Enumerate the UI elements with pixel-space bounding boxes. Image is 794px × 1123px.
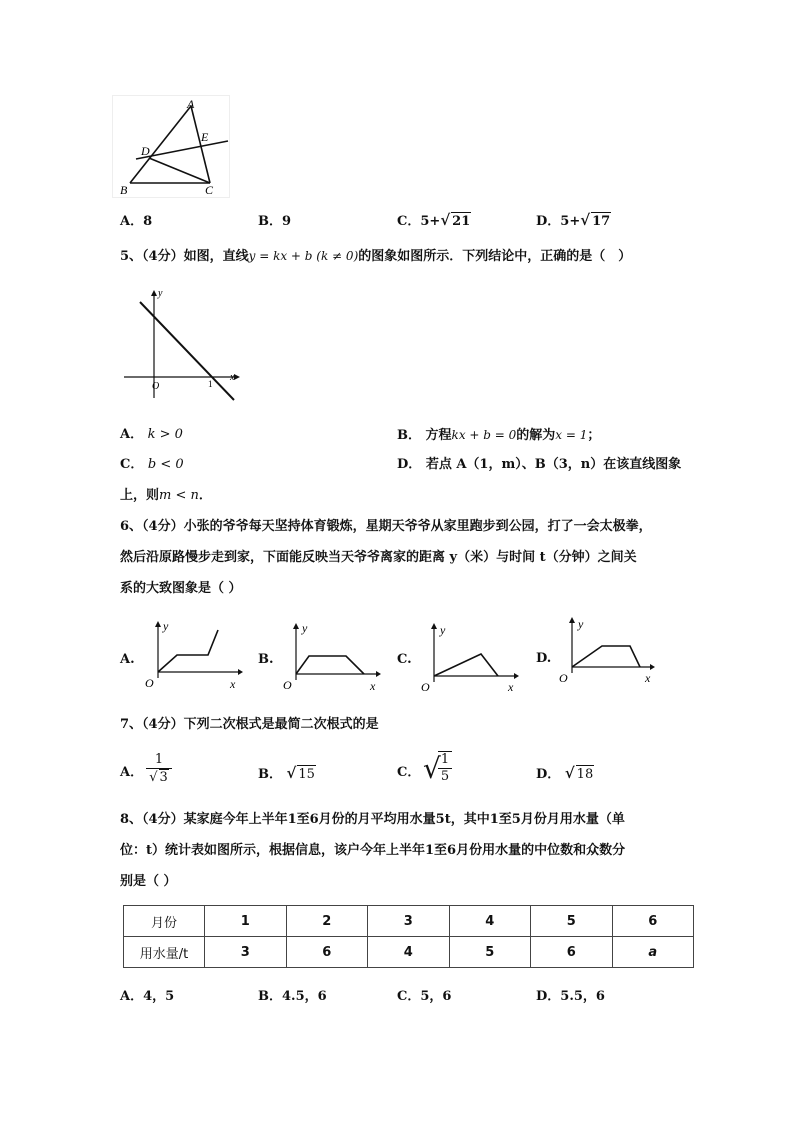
question-number: 6、 bbox=[120, 519, 143, 534]
x-arrow bbox=[234, 374, 240, 380]
q4-option-c: C．5+√ 21 bbox=[397, 211, 471, 229]
x-label: x bbox=[508, 680, 514, 694]
question-score: （4分） bbox=[142, 812, 184, 827]
segment-dc bbox=[149, 158, 210, 183]
q5-option-b bbox=[397, 426, 600, 445]
option-math: k > 0 bbox=[147, 427, 183, 442]
option-radicand: 18 bbox=[576, 767, 594, 782]
table-row-usage bbox=[124, 937, 694, 968]
q5-option-c bbox=[120, 456, 184, 474]
graph-path bbox=[296, 656, 364, 674]
q8-stem-line3: 别是（ ） bbox=[120, 874, 177, 889]
option-key: D． bbox=[397, 457, 422, 472]
option-math: m < n bbox=[159, 488, 199, 503]
option-key: C． bbox=[397, 989, 421, 1004]
q4-option-a bbox=[120, 213, 152, 231]
q6-option-a-label: A. bbox=[120, 652, 135, 667]
option-key: C． bbox=[397, 765, 421, 780]
question-number: 5、 bbox=[120, 249, 143, 264]
option-key: A． bbox=[120, 427, 144, 442]
graph-path bbox=[158, 630, 218, 672]
table-cell: 6 bbox=[531, 937, 613, 968]
question-number: 7、 bbox=[120, 717, 143, 732]
x-label: x bbox=[230, 372, 235, 383]
q6-graph-d bbox=[556, 614, 660, 688]
graph-path bbox=[434, 654, 498, 676]
q6-option-b-label: B. bbox=[258, 652, 274, 667]
q6-stem-line1 bbox=[120, 518, 652, 536]
option-key: B． bbox=[258, 767, 282, 782]
option-radicand: 21 bbox=[452, 214, 471, 229]
origin-label: O bbox=[283, 678, 292, 692]
option-math: x = 1 bbox=[555, 428, 588, 442]
option-text: 的解为 bbox=[516, 428, 556, 443]
question-text: 如图，直线 bbox=[183, 249, 249, 264]
y-label: y bbox=[440, 623, 446, 637]
table-cell: 4 bbox=[368, 937, 450, 968]
table-cell: 6 bbox=[612, 906, 694, 937]
q5-option-d-continued bbox=[120, 487, 212, 505]
q5-stem bbox=[120, 247, 631, 266]
option-key: C． bbox=[397, 214, 421, 229]
option-value: 5，6 bbox=[420, 989, 452, 1004]
q4-option-b bbox=[258, 213, 291, 231]
option-math: b < 0 bbox=[147, 457, 184, 472]
option-radicand: 17 bbox=[592, 214, 611, 229]
option-text: 若点 A（1，m）、B（3，n）在该直线图象 bbox=[425, 457, 682, 472]
q8-option-a bbox=[120, 988, 174, 1006]
label-c: C bbox=[205, 183, 214, 197]
option-key: D． bbox=[536, 989, 561, 1004]
q6-graph-b bbox=[282, 620, 386, 694]
option-math: kx + b = 0 bbox=[451, 428, 517, 442]
table-cell: 2 bbox=[286, 906, 368, 937]
option-value: 5.5，6 bbox=[560, 989, 605, 1004]
table-cell: 1 bbox=[205, 906, 287, 937]
question-score: （4分） bbox=[142, 717, 184, 732]
table-row-months bbox=[124, 906, 694, 937]
tick-label: 1 bbox=[208, 379, 213, 389]
q8-option-d bbox=[536, 988, 605, 1006]
table-cell: a bbox=[612, 937, 694, 968]
origin-label: O bbox=[152, 381, 160, 392]
y-label: y bbox=[578, 617, 584, 631]
q8-stem-line1 bbox=[120, 811, 625, 829]
q7-option-d: D． √ 18 bbox=[536, 764, 594, 782]
q8-option-c bbox=[397, 988, 451, 1006]
label-b: B bbox=[120, 183, 128, 197]
x-label: x bbox=[230, 677, 236, 691]
q6-stem-line3: 系的大致图象是（ ） bbox=[120, 581, 242, 596]
y-label: y bbox=[158, 288, 163, 299]
option-key: A． bbox=[120, 214, 144, 229]
q6-option-d-label: D. bbox=[536, 651, 552, 666]
table-cell: 5 bbox=[531, 906, 613, 937]
option-radicand: 15 bbox=[298, 767, 315, 782]
table-cell: 6 bbox=[286, 937, 368, 968]
option-key: A． bbox=[120, 765, 144, 780]
q4-option-d: D．5+√ 17 bbox=[536, 211, 611, 229]
option-prefix: 5+ bbox=[560, 214, 581, 229]
question-text: 小张的爷爷每天坚持体育锻炼，星期天爷爷从家里跑步到公园，打了一会太极拳， bbox=[183, 519, 652, 534]
q7-option-a-fraction: 1 √ 3 bbox=[146, 752, 172, 786]
option-value: 4.5，6 bbox=[282, 989, 327, 1004]
question-score: （4分） bbox=[142, 249, 184, 264]
q5-option-d bbox=[397, 456, 681, 474]
q6-stem-line2: 然后沿原路慢步走到家，下面能反映当天爷爷离家的距离 y（米）与时间 t（分钟）之间关 bbox=[120, 550, 637, 565]
question-number: 8、 bbox=[120, 812, 143, 827]
q5-line-graph bbox=[118, 286, 244, 404]
table-cell: 3 bbox=[368, 906, 450, 937]
table-cell: 3 bbox=[205, 937, 287, 968]
q7-option-a bbox=[120, 764, 143, 782]
origin-label: O bbox=[559, 671, 568, 685]
question-text: 的图象如图所示．下列结论中，正确的是（ ） bbox=[358, 249, 632, 264]
option-text: ． bbox=[198, 488, 212, 503]
label-e: E bbox=[201, 130, 209, 144]
option-value: 8 bbox=[143, 214, 153, 229]
option-text: ； bbox=[587, 428, 601, 443]
option-key: D． bbox=[536, 214, 561, 229]
q7-option-b: B． √ 15 bbox=[258, 764, 315, 782]
y-label: y bbox=[302, 621, 308, 635]
table-cell: 5 bbox=[449, 937, 531, 968]
fraction-denominator: 5 bbox=[438, 768, 452, 785]
graph-path bbox=[572, 646, 640, 667]
table-header-label: 月份 bbox=[124, 906, 205, 937]
fraction-numerator: 1 bbox=[154, 752, 164, 767]
fraction-denominator: 3 bbox=[159, 770, 168, 785]
origin-label: O bbox=[421, 680, 430, 694]
label-a: A bbox=[187, 97, 195, 111]
option-prefix: 5+ bbox=[420, 214, 441, 229]
q6-graph-a bbox=[142, 618, 246, 692]
water-usage-table bbox=[123, 905, 694, 968]
y-arrow bbox=[151, 290, 157, 296]
fraction-numerator: 1 bbox=[440, 752, 450, 767]
option-text: 方程 bbox=[425, 428, 452, 443]
option-key: B． bbox=[397, 428, 421, 443]
formula: y = kx + b (k ≠ 0) bbox=[248, 249, 359, 263]
q8-stem-line2: 位：t）统计表如图所示，根据信息，该户今年上半年1至6月份用水量的中位数和众数分 bbox=[120, 843, 626, 858]
triangle-figure bbox=[112, 95, 232, 199]
table-row-label: 用水量/t bbox=[124, 937, 205, 968]
table-cell: 4 bbox=[449, 906, 531, 937]
question-text: 下列二次根式是最简二次根式的是 bbox=[183, 717, 379, 732]
q7-option-c bbox=[397, 764, 420, 782]
q6-graph-c bbox=[418, 620, 522, 694]
question-text: 某家庭今年上半年1至6月份的月平均用水量5t，其中1至5月份月用水量（单 bbox=[183, 812, 625, 827]
option-key: B． bbox=[258, 214, 282, 229]
option-text: 上，则 bbox=[120, 488, 160, 503]
option-key: D． bbox=[536, 767, 561, 782]
option-value: 9 bbox=[282, 214, 292, 229]
q6-option-c-label: C. bbox=[397, 652, 412, 667]
option-key: C． bbox=[120, 457, 144, 472]
x-label: x bbox=[645, 671, 651, 685]
q7-stem bbox=[120, 716, 379, 734]
q5-option-a bbox=[120, 426, 183, 444]
x-label: x bbox=[370, 679, 376, 693]
y-label: y bbox=[163, 619, 169, 633]
q8-option-b bbox=[258, 988, 327, 1006]
option-value: 4，5 bbox=[143, 989, 175, 1004]
option-key: B． bbox=[258, 989, 282, 1004]
option-key: A． bbox=[120, 989, 144, 1004]
label-d: D bbox=[141, 144, 150, 158]
origin-label: O bbox=[145, 676, 154, 690]
question-score: （4分） bbox=[142, 519, 184, 534]
line-de bbox=[136, 141, 228, 159]
